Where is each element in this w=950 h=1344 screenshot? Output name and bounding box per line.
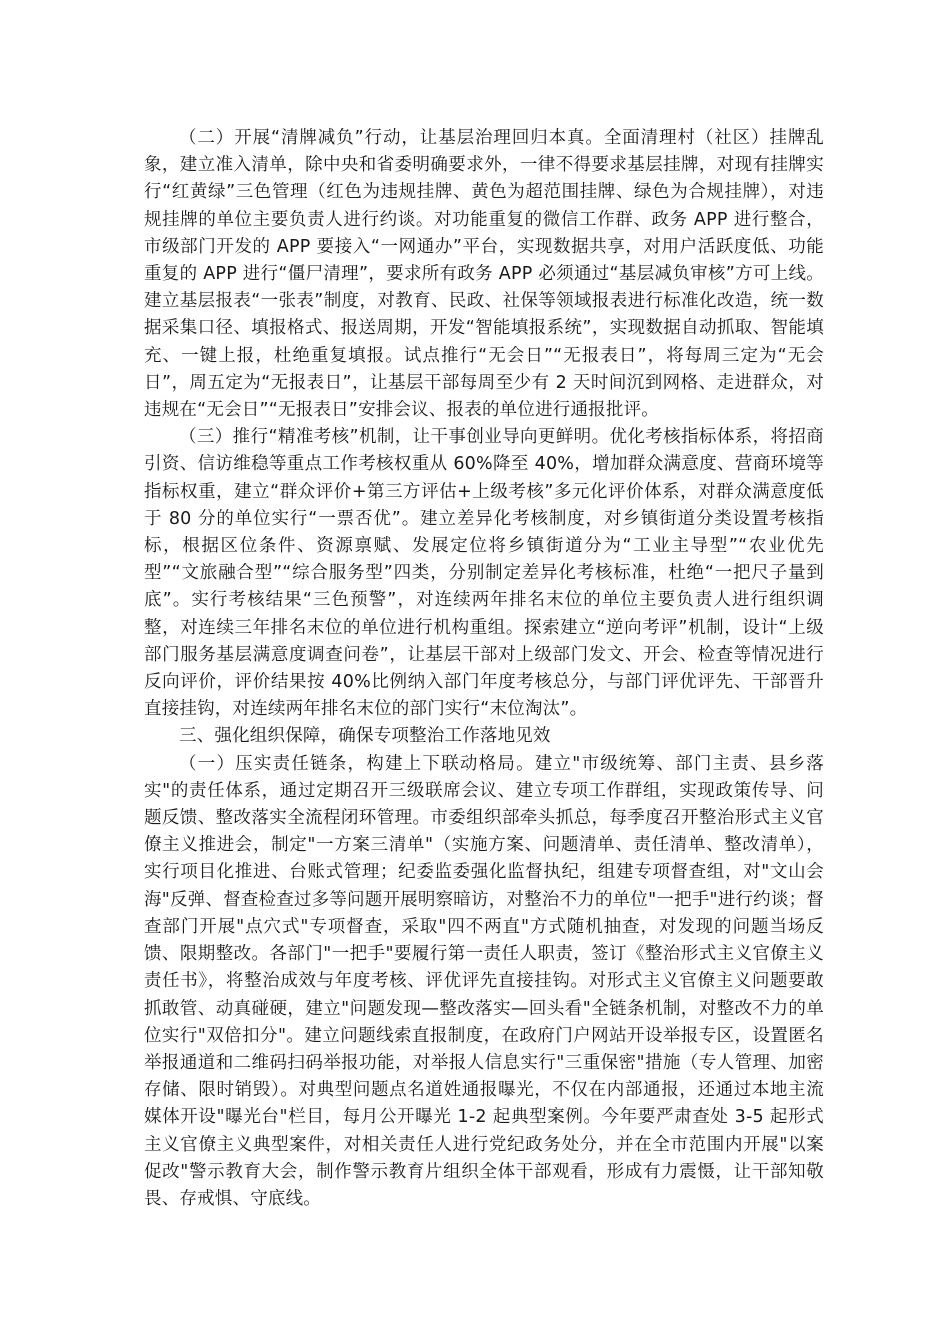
document-page bbox=[144, 125, 824, 1213]
paragraph-clean-plaque-campaign: （二）开展“清牌减负”行动，让基层治理回归本真。全面清理村（社区）挂牌乱象，建立准入清单，除中央和省委明确要求外，一律不得要求基层挂牌，对现有挂牌实行“红黄绿”三色管理（红色为违规挂牌、黄色为超范围挂牌、绿色为合规挂牌），对违规挂牌的单位主要负责人进行约谈。对功能重复的微信工作群、政务 APP 进行整合，市级部门开发的 APP 要接入“一网通办”平台，实现数据共享，对用户活跃度低、功能重复的 APP 进行“僵尸清理”，要求所有政务 APP 必须通过“基层减负审核”方可上线。建立基层报表“一张表”制度，对教育、民政、社保等领域报表进行标准化改造，统一数据采集口径、填报格式、报送周期，开发“智能填报系统”，实现数据自动抓取、智能填充、一键上报，杜绝重复填报。试点推行“无会日”“无报表日”，将每周三定为“无会日”，周五定为“无报表日”，让基层干部每周至少有 2 天时间沉到网格、走进群众，对违规在“无会日”“无报表日”安排会议、报表的单位进行通报批评。 bbox=[144, 128, 824, 421]
paragraph-responsibility-chain: （一）压实责任链条，构建上下联动格局。建立"市级统筹、部门主责、县乡落实"的责任体系，通过定期召开三级联席会议、建立专项工作群组，实现政策传导、问题反馈、整改落实全流程闭环管理。市委组织部牵头抓总，每季度召开整治形式主义官僚主义推进会，制定"一方案三清单"（实施方案、问题清单、责任清单、整改清单），实行项目化推进、台账式管理；纪委监委强化监督执纪，组建专项督查组，对"文山会海"反弹、督查检查过多等问题开展明察暗访，对整治不力的单位"一把手"进行约谈；督查部门开展"点穴式"专项督查，采取"四不两直"方式随机抽查，对发现的问题当场反馈、限期整改。各部门"一把手"要履行第一责任人职责，签订《整治形式主义官僚主义责任书》，将整治成效与年度考核、评优评先直接挂钩。对形式主义官僚主义问题要敢抓敢管、动真碰硬，建立"问题发现—整改落实—回头看"全链条机制，对整改不力的单位实行"双倍扣分"。建立问题线索直报制度，在政府门户网站开设举报专区，设置匿名举报通道和二维码扫码举报功能，对举报人信息实行"三重保密"措施（专人管理、加密存储、限时销毁）。对典型问题点名道姓通报曝光，不仅在内部通报，还通过本地主流媒体开设"曝光台"栏目，每月公开曝光 1-2 起典型案例。今年要严肃查处 3-5 起形式主义官僚主义典型案件，对相关责任人进行党纪政务处分，并在全市范围内开展"以案促改"警示教育大会，制作警示教育片组织全体干部观看，形成有力震慑，让干部知敬畏、存戒惧、守底线。 bbox=[144, 753, 825, 1209]
paragraph-precise-assessment: （三）推行“精准考核”机制，让干事创业导向更鲜明。优化考核指标体系，将招商引资、信访维稳等重点工作考核权重从 60%降至 40%，增加群众满意度、营商环境等指标权重，建立“群众评价+第三方评估+上级考核”多元化评价体系，对群众满意度低于 80 分的单位实行“一票否优”。建立差异化考核制度，对乡镇街道分类设置考核指标，根据区位条件、资源禀赋、发展定位将乡镇街道分为“工业主导型”“农业优先型”“文旅融合型”“综合服务型”四类，分别制定差异化考核标准，杜绝“一把尺子量到底”。实行考核结果“三色预警”，对连续两年排名末位的单位主要负责人进行组织调整，对连续三年排名末位的单位进行机构重组。探索建立“逆向考评”机制，设计“上级部门服务基层满意度调查问卷”，让基层干部对上级部门发文、开会、检查等情况进行反向评价，评价结果按 40%比例纳入部门年度考核总分，与部门评优评先、干部晋升直接挂钩，对连续两年排名末位的部门实行“末位淘汰”。 bbox=[144, 427, 824, 720]
section-heading-organizational-guarantee: 三、强化组织保障，确保专项整治工作落地见效 bbox=[179, 726, 551, 747]
